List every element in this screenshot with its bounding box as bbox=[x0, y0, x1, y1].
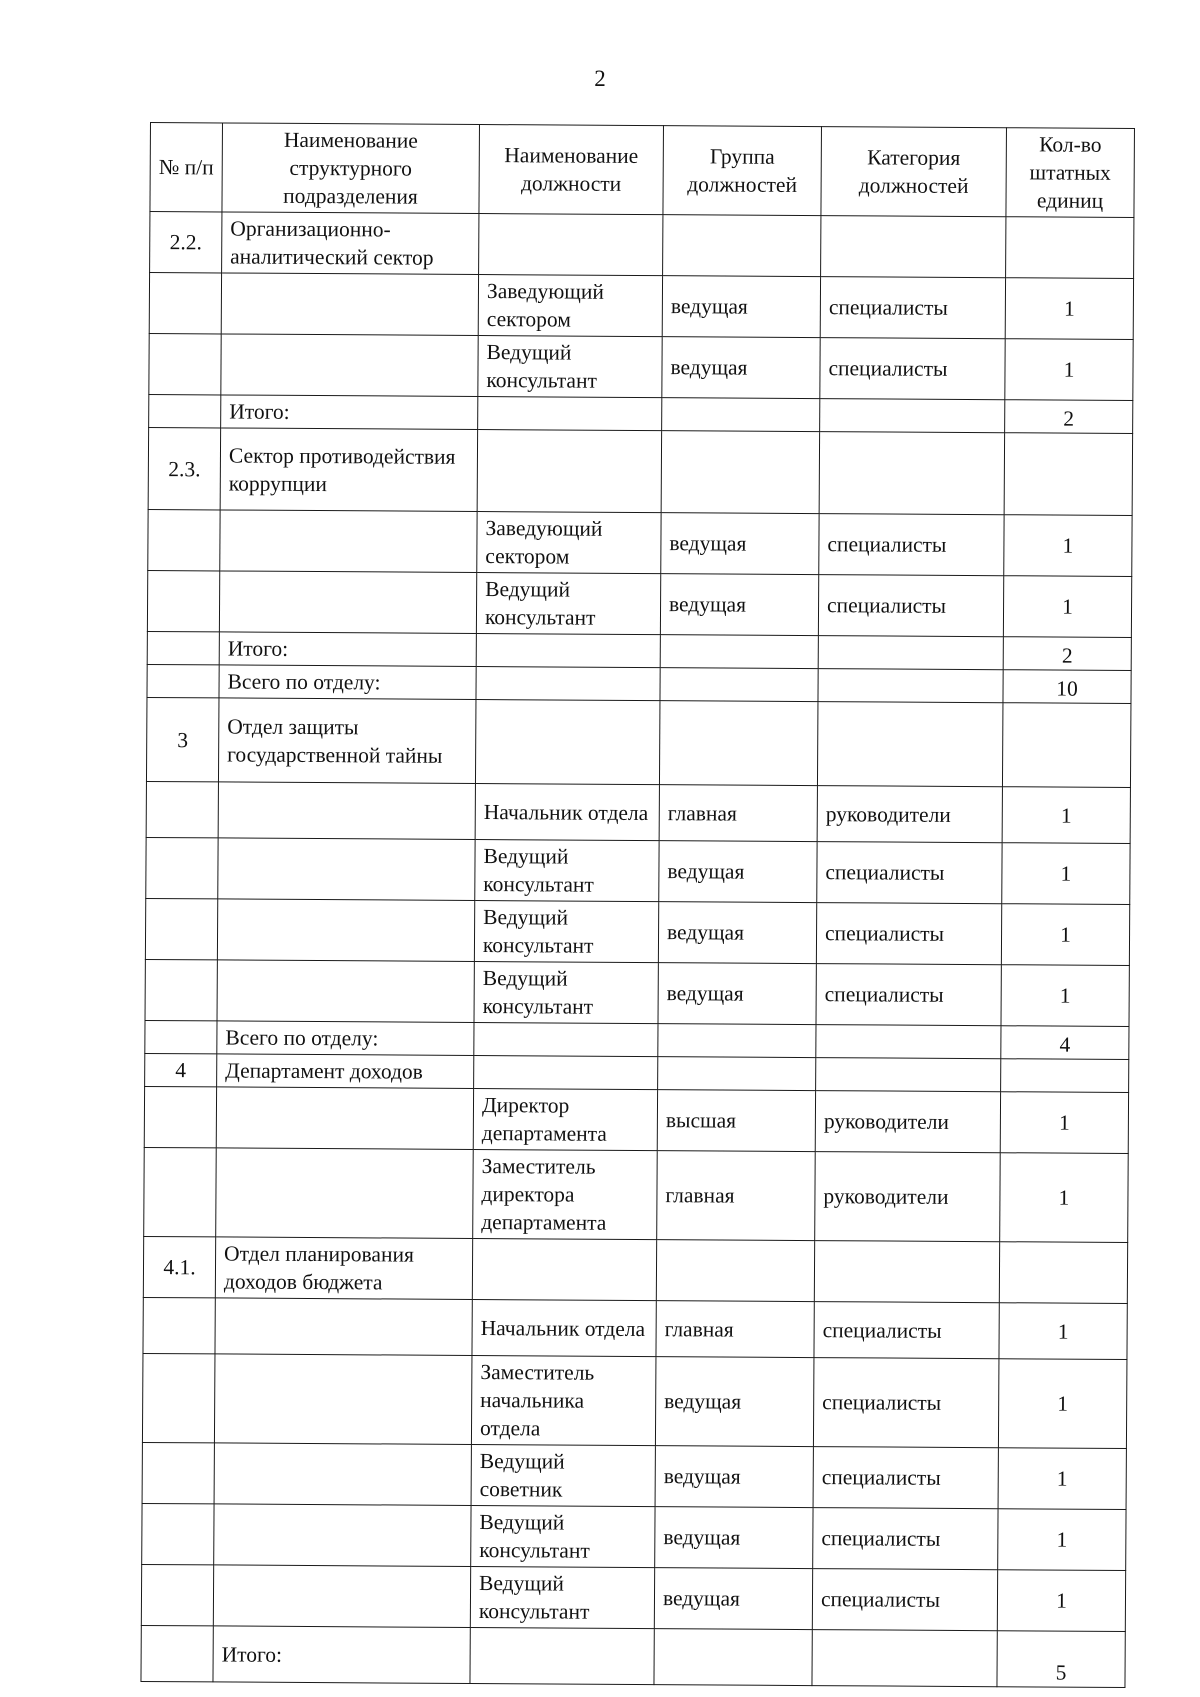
position-category-cell: руководители bbox=[817, 786, 1002, 843]
header-num: № п/п bbox=[150, 123, 223, 212]
position-group-cell bbox=[658, 1057, 816, 1091]
staff-count-cell bbox=[999, 1242, 1127, 1304]
staff-count-cell bbox=[1006, 217, 1134, 279]
staff-count-cell: 1 bbox=[1005, 278, 1133, 340]
staff-count-cell: 2 bbox=[1003, 637, 1131, 671]
position-category-cell: специалисты bbox=[820, 277, 1005, 339]
position-name-cell bbox=[475, 700, 660, 785]
position-category-cell: специалисты bbox=[814, 1302, 999, 1359]
staff-count-cell bbox=[1004, 433, 1132, 516]
unit-name-cell: Всего по отделу: bbox=[217, 1021, 474, 1056]
row-num-cell bbox=[141, 1564, 213, 1625]
unit-name-cell bbox=[221, 273, 478, 336]
unit-name-cell bbox=[220, 510, 477, 573]
staff-count-cell: 1 bbox=[1005, 339, 1133, 401]
row-num-cell bbox=[149, 394, 221, 427]
row-num-cell bbox=[144, 1086, 216, 1147]
row-num-cell: 4 bbox=[145, 1053, 217, 1086]
row-num-cell bbox=[147, 664, 219, 697]
position-group-cell: ведущая bbox=[655, 1446, 813, 1508]
staff-count-cell: 1 bbox=[1002, 843, 1130, 905]
row-num-cell bbox=[146, 837, 218, 898]
staff-count-cell: 1 bbox=[1001, 904, 1129, 966]
position-group-cell: ведущая bbox=[654, 1568, 812, 1630]
staff-count-cell: 4 bbox=[1001, 1026, 1129, 1060]
position-group-cell: ведущая bbox=[658, 902, 816, 964]
unit-name-cell bbox=[214, 1354, 472, 1445]
row-num-cell: 2.3. bbox=[148, 427, 220, 509]
row-num-cell bbox=[149, 333, 221, 394]
staff-count-cell: 1 bbox=[1002, 787, 1130, 844]
staff-count-cell: 1 bbox=[1000, 1153, 1129, 1243]
table-row bbox=[146, 837, 1130, 904]
position-category-cell: специалисты bbox=[813, 1358, 999, 1448]
table-row bbox=[142, 1442, 1126, 1509]
position-category-cell bbox=[816, 1025, 1001, 1059]
unit-name-cell bbox=[213, 1565, 470, 1628]
position-name-cell: Заместитель начальника отдела bbox=[471, 1355, 656, 1445]
staff-count-cell: 1 bbox=[1003, 576, 1131, 638]
row-num-cell bbox=[142, 1353, 215, 1442]
row-num-cell bbox=[143, 1297, 215, 1353]
position-name-cell: Ведущий консультант bbox=[478, 336, 662, 398]
position-group-cell: ведущая bbox=[659, 841, 817, 903]
unit-name-cell bbox=[215, 1298, 472, 1356]
unit-name-cell bbox=[218, 838, 475, 901]
position-name-cell bbox=[478, 397, 662, 431]
unit-name-cell bbox=[216, 1087, 473, 1150]
position-name-cell bbox=[476, 634, 660, 668]
staff-count-cell: 1 bbox=[999, 1303, 1127, 1360]
position-name-cell: Ведущий консультант bbox=[471, 1505, 655, 1567]
position-group-cell: ведущая bbox=[661, 513, 819, 575]
position-name-cell: Ведущий советник bbox=[471, 1444, 655, 1506]
position-name-cell bbox=[477, 430, 661, 513]
position-name-cell: Начальник отдела bbox=[475, 784, 659, 841]
position-group-cell bbox=[656, 1240, 814, 1302]
unit-name-cell bbox=[214, 1443, 471, 1506]
unit-name-cell bbox=[218, 782, 475, 840]
unit-name-cell: Отдел защиты государственной тайны bbox=[218, 698, 476, 784]
position-category-cell: специалисты bbox=[816, 903, 1001, 965]
position-category-cell: руководители bbox=[815, 1091, 1000, 1153]
position-group-cell: главная bbox=[659, 785, 817, 842]
table-row bbox=[149, 333, 1133, 400]
position-category-cell: специалисты bbox=[820, 338, 1005, 400]
unit-name-cell: Организационно-аналитический сектор bbox=[222, 212, 479, 275]
position-category-cell bbox=[818, 669, 1003, 703]
position-group-cell bbox=[662, 398, 820, 432]
position-name-cell: Директор департамента bbox=[473, 1088, 657, 1150]
position-name-cell bbox=[474, 1022, 658, 1056]
header-count: Кол-во штатных единиц bbox=[1006, 128, 1135, 218]
position-name-cell: Ведущий консультант bbox=[470, 1566, 654, 1628]
position-group-cell: главная bbox=[656, 1301, 814, 1358]
position-category-cell bbox=[819, 432, 1004, 515]
staffing-table bbox=[140, 122, 1135, 1688]
unit-name-cell: Отдел планирования доходов бюджета bbox=[215, 1237, 472, 1300]
staff-count-cell: 10 bbox=[1003, 670, 1131, 704]
position-group-cell bbox=[659, 701, 818, 786]
position-category-cell bbox=[820, 399, 1005, 433]
unit-name-cell: Всего по отделу: bbox=[219, 665, 476, 700]
header-category: Категория должностей bbox=[821, 127, 1007, 217]
row-num-cell bbox=[141, 1625, 213, 1681]
position-name-cell: Ведущий консультант bbox=[474, 961, 658, 1023]
position-category-cell: специалисты bbox=[816, 964, 1001, 1026]
position-category-cell: специалисты bbox=[819, 514, 1004, 576]
position-category-cell: специалисты bbox=[818, 575, 1003, 637]
staff-count-cell: 1 bbox=[997, 1570, 1125, 1632]
position-category-cell bbox=[818, 636, 1003, 670]
staff-count-cell: 1 bbox=[1004, 515, 1132, 577]
table-row bbox=[142, 1353, 1127, 1448]
table-row bbox=[144, 1147, 1129, 1242]
page-number: 2 bbox=[594, 66, 606, 91]
row-num-cell: 4.1. bbox=[143, 1236, 215, 1297]
unit-row bbox=[148, 427, 1132, 515]
position-category-cell: специалисты bbox=[813, 1508, 998, 1570]
row-num-cell bbox=[142, 1503, 214, 1564]
staff-count-cell: 1 bbox=[998, 1509, 1126, 1571]
row-num-cell bbox=[145, 959, 217, 1020]
staff-count-cell: 1 bbox=[1001, 965, 1129, 1027]
unit-name-cell: Итого: bbox=[221, 395, 478, 430]
row-num-cell bbox=[149, 273, 221, 334]
header-group: Группа должностей bbox=[663, 126, 822, 216]
position-category-cell bbox=[812, 1630, 997, 1687]
position-category-cell bbox=[814, 1241, 999, 1303]
table-header-row bbox=[150, 123, 1135, 218]
position-category-cell: специалисты bbox=[812, 1569, 997, 1631]
position-name-cell bbox=[479, 214, 663, 276]
position-group-cell bbox=[660, 668, 818, 702]
position-name-cell: Заведующий сектором bbox=[478, 275, 662, 337]
row-num-cell bbox=[148, 509, 220, 570]
row-num-cell bbox=[147, 631, 219, 664]
table-row bbox=[142, 1503, 1126, 1570]
table-row bbox=[144, 1086, 1128, 1153]
row-num-cell bbox=[144, 1147, 217, 1236]
position-category-cell bbox=[816, 1058, 1001, 1092]
position-name-cell bbox=[470, 1627, 654, 1684]
position-group-cell bbox=[663, 215, 821, 277]
position-group-cell bbox=[658, 1024, 816, 1058]
staff-count-cell: 1 bbox=[998, 1448, 1126, 1510]
position-group-cell: ведущая bbox=[655, 1507, 813, 1569]
table-row bbox=[148, 509, 1132, 576]
position-group-cell: ведущая bbox=[660, 574, 818, 636]
table-row bbox=[146, 781, 1130, 843]
row-num-cell bbox=[146, 781, 218, 837]
row-num-cell: 2.2. bbox=[150, 212, 222, 273]
table-body bbox=[141, 212, 1134, 1688]
unit-name-cell bbox=[217, 899, 474, 962]
unit-name-cell: Итого: bbox=[213, 1626, 470, 1684]
unit-name-cell: Итого: bbox=[219, 632, 476, 667]
staff-count-cell bbox=[1001, 1059, 1129, 1093]
position-name-cell: Заместитель директора департамента bbox=[473, 1149, 658, 1239]
position-name-cell bbox=[474, 1055, 658, 1089]
unit-row bbox=[143, 1236, 1127, 1303]
position-name-cell: Ведущий консультант bbox=[475, 839, 659, 901]
staff-count-cell bbox=[1002, 703, 1131, 788]
position-group-cell: главная bbox=[657, 1151, 816, 1241]
total-row bbox=[141, 1625, 1125, 1687]
staff-count-cell: 2 bbox=[1005, 400, 1133, 434]
table-row bbox=[147, 570, 1131, 637]
position-category-cell bbox=[817, 702, 1003, 787]
position-name-cell: Заведующий сектором bbox=[477, 512, 661, 574]
position-name-cell: Начальник отдела bbox=[472, 1299, 656, 1356]
row-num-cell bbox=[147, 570, 219, 631]
staff-count-cell: 1 bbox=[1000, 1092, 1128, 1154]
position-category-cell bbox=[821, 216, 1006, 278]
row-num-cell: 3 bbox=[146, 697, 219, 781]
table-row bbox=[149, 273, 1133, 340]
unit-row bbox=[146, 697, 1130, 787]
staff-count-cell: 1 bbox=[998, 1359, 1127, 1449]
row-num-cell bbox=[145, 898, 217, 959]
staff-count-cell: 5 bbox=[997, 1631, 1125, 1688]
position-category-cell: специалисты bbox=[817, 842, 1002, 904]
unit-name-cell bbox=[216, 1148, 474, 1239]
unit-name-cell bbox=[217, 960, 474, 1023]
position-name-cell bbox=[472, 1238, 656, 1300]
unit-name-cell bbox=[221, 334, 478, 397]
unit-name-cell: Сектор противодействия коррупции bbox=[220, 428, 477, 512]
table-row bbox=[145, 959, 1129, 1026]
position-name-cell: Ведущий консультант bbox=[476, 573, 660, 635]
header-position: Наименование должности bbox=[479, 125, 664, 215]
header-unit: Наименование структурного подразделения bbox=[222, 123, 480, 214]
position-group-cell: высшая bbox=[657, 1090, 815, 1152]
position-name-cell: Ведущий консультант bbox=[474, 900, 658, 962]
row-num-cell bbox=[145, 1020, 217, 1053]
position-group-cell: ведущая bbox=[658, 963, 816, 1025]
table-row bbox=[141, 1564, 1125, 1631]
position-category-cell: специалисты bbox=[813, 1447, 998, 1509]
unit-name-cell bbox=[219, 571, 476, 634]
position-group-cell: ведущая bbox=[662, 337, 820, 399]
unit-name-cell: Департамент доходов bbox=[217, 1054, 474, 1089]
position-group-cell: ведущая bbox=[662, 276, 820, 338]
unit-row bbox=[150, 212, 1134, 279]
position-group-cell bbox=[654, 1629, 812, 1686]
position-group-cell: ведущая bbox=[655, 1357, 814, 1447]
unit-name-cell bbox=[214, 1504, 471, 1567]
position-group-cell bbox=[661, 431, 819, 514]
position-category-cell: руководители bbox=[815, 1152, 1001, 1242]
row-num-cell bbox=[142, 1442, 214, 1503]
position-group-cell bbox=[660, 635, 818, 669]
position-name-cell bbox=[476, 667, 660, 701]
table-row bbox=[143, 1297, 1127, 1359]
table-row bbox=[145, 898, 1129, 965]
